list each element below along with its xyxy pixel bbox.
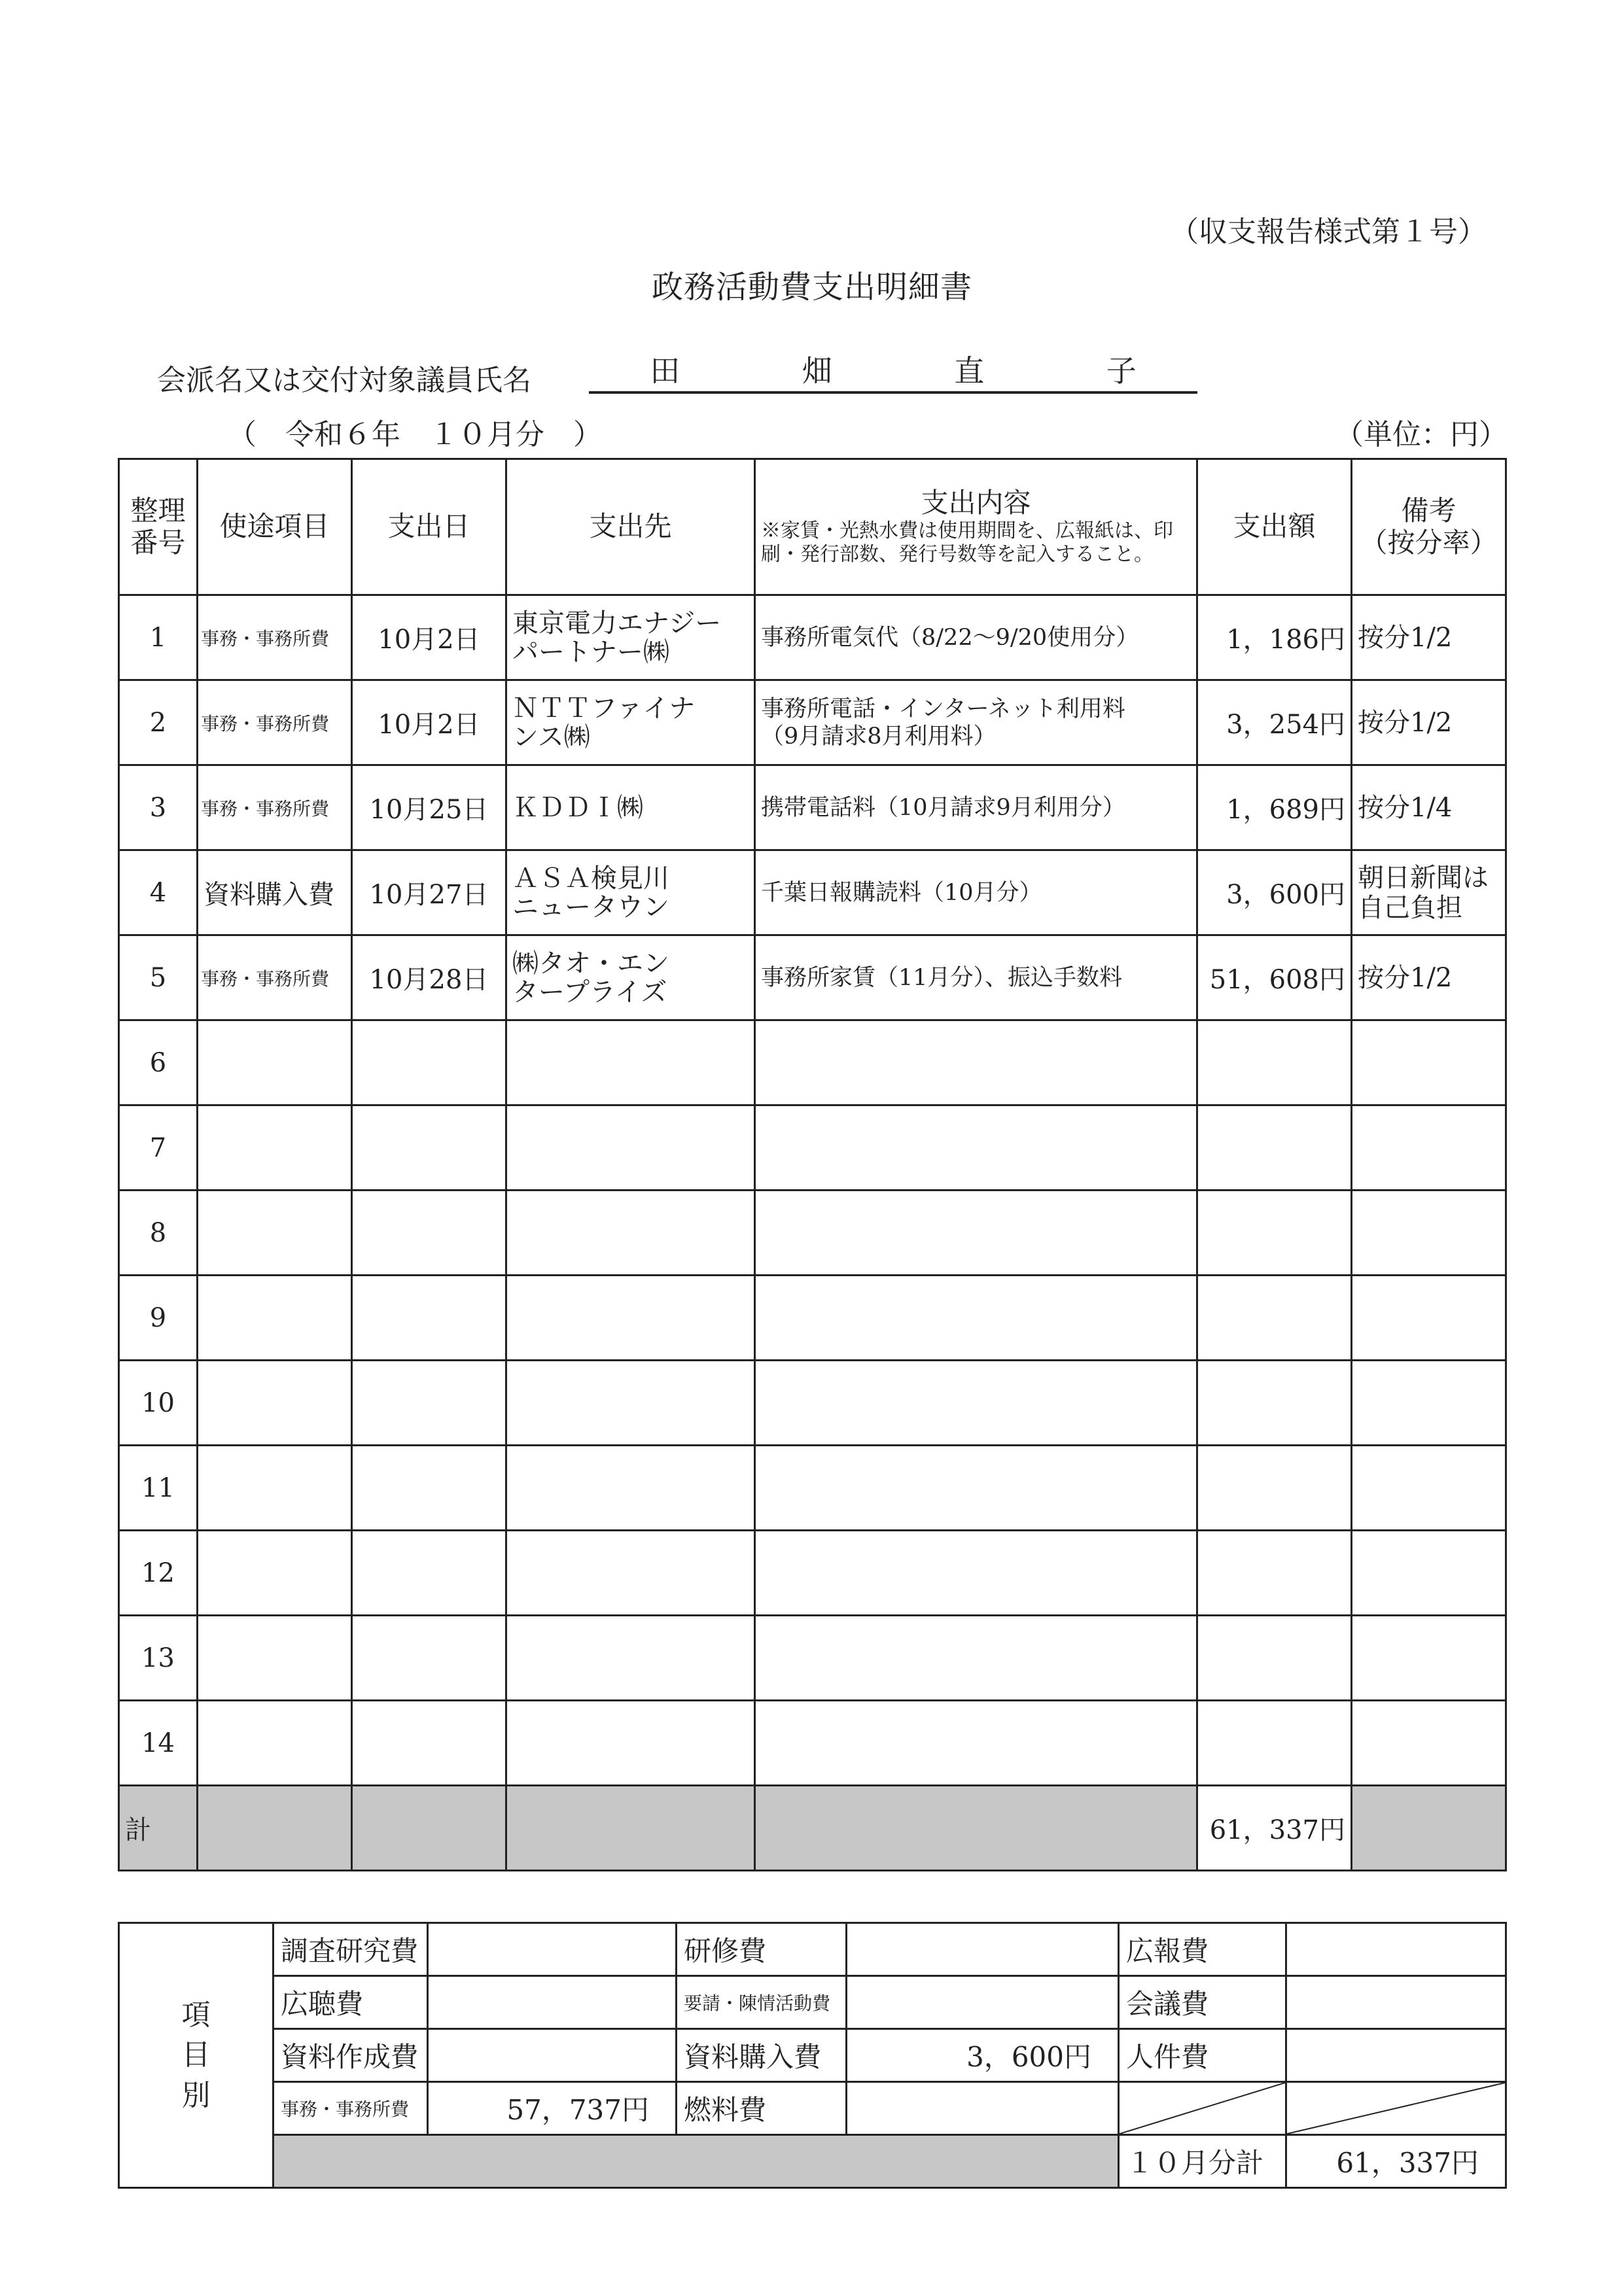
summary-amount: [847, 2082, 1119, 2135]
row-payee: ＡＳＡ検見川 ニュータウン: [506, 850, 755, 935]
shaded-cell: [198, 1786, 352, 1871]
row-note: [1352, 1105, 1506, 1191]
member-name-char: 直: [954, 353, 985, 389]
table-row: [119, 850, 1506, 935]
row-content: 事務所家賃（11月分）、振込手数料: [755, 935, 1197, 1020]
member-name-char: 畑: [802, 353, 832, 389]
row-payee: ＮＴＴファイナ ンス㈱: [506, 680, 755, 765]
total-amount: 61，337円: [1197, 1786, 1352, 1871]
row-amount: [1197, 1361, 1352, 1446]
shaded-cell: [352, 1786, 506, 1871]
table-row: [119, 765, 1506, 850]
row-content: 千葉日報購読料（10月分）: [755, 850, 1197, 935]
member-name-char: 田: [650, 353, 680, 389]
table-row: [119, 1446, 1506, 1531]
row-date: 10月2日: [352, 680, 506, 765]
row-date: [352, 1446, 506, 1531]
summary-amount: [1286, 1923, 1506, 1976]
row-number: 14: [119, 1701, 198, 1786]
summary-amount: [428, 1923, 677, 1976]
summary-label: 資料作成費: [274, 2029, 428, 2082]
row-content: [755, 1701, 1197, 1786]
summary-label: 要請・陳情活動費: [677, 1976, 847, 2029]
row-note: [1352, 1276, 1506, 1361]
summary-amount: [428, 1976, 677, 2029]
row-payee: [506, 1616, 755, 1701]
row-usage-item: 事務・事務所費: [198, 765, 352, 850]
row-note: [1352, 1191, 1506, 1276]
row-note: [1352, 1020, 1506, 1105]
total-label: 計: [119, 1786, 198, 1871]
summary-heading: 項 目 別: [119, 1923, 274, 2188]
row-payee: [506, 1191, 755, 1276]
row-payee: [506, 1105, 755, 1191]
member-name-char: 子: [1106, 353, 1137, 389]
row-content: [755, 1361, 1197, 1446]
row-payee: [506, 1446, 755, 1531]
row-note: 按分1/2: [1352, 935, 1506, 1020]
month-total-label: １０月分計: [1119, 2135, 1286, 2188]
row-date: [352, 1361, 506, 1446]
row-number: 1: [119, 595, 198, 680]
row-amount: 3，254円: [1197, 680, 1352, 765]
row-usage-item: [198, 1446, 352, 1531]
row-amount: [1197, 1020, 1352, 1105]
summary-label: 広聴費: [274, 1976, 428, 2029]
summary-amount: [1286, 1976, 1506, 2029]
row-number: 8: [119, 1191, 198, 1276]
row-content: 事務所電話・インターネット利用料 （9月請求8月利用料）: [755, 680, 1197, 765]
reporting-period: （ 令和６年 １０月分 ）: [228, 418, 602, 451]
row-amount: 3，600円: [1197, 850, 1352, 935]
row-number: 12: [119, 1531, 198, 1616]
row-amount: [1197, 1191, 1352, 1276]
table-row: [119, 1276, 1506, 1361]
row-number: 5: [119, 935, 198, 1020]
summary-amount: [428, 2029, 677, 2082]
row-payee: [506, 1020, 755, 1105]
member-name: [589, 347, 1197, 394]
table-row: [119, 1531, 1506, 1616]
document-title: 政務活動費支出明細書: [651, 269, 972, 305]
row-note: [1352, 1446, 1506, 1531]
row-date: [352, 1191, 506, 1276]
summary-label: 研修費: [677, 1923, 847, 1976]
row-date: 10月28日: [352, 935, 506, 1020]
row-date: 10月27日: [352, 850, 506, 935]
summary-amount: [847, 1976, 1119, 2029]
summary-label: 資料購入費: [677, 2029, 847, 2082]
expenditure-table: [118, 458, 1507, 1871]
summary-label: 事務・事務所費: [274, 2082, 428, 2135]
row-date: [352, 1020, 506, 1105]
row-number: 13: [119, 1616, 198, 1701]
row-number: 7: [119, 1105, 198, 1191]
row-date: [352, 1531, 506, 1616]
row-note: [1352, 1701, 1506, 1786]
row-usage-item: [198, 1701, 352, 1786]
header-amount: 支出額: [1197, 459, 1352, 595]
row-date: [352, 1105, 506, 1191]
summary-amount: 57，737円: [428, 2082, 677, 2135]
header-item: 使途項目: [198, 459, 352, 595]
summary-label: 燃料費: [677, 2082, 847, 2135]
row-note: [1352, 1616, 1506, 1701]
category-summary-table: [118, 1922, 1507, 2189]
table-row: [119, 935, 1506, 1020]
row-date: [352, 1616, 506, 1701]
row-number: 10: [119, 1361, 198, 1446]
summary-label: 調査研究費: [274, 1923, 428, 1976]
row-usage-item: [198, 1616, 352, 1701]
table-row: [119, 1191, 1506, 1276]
table-row: [119, 595, 1506, 680]
row-content: 事務所電気代（8/22～9/20使用分）: [755, 595, 1197, 680]
row-note: [1352, 1531, 1506, 1616]
row-number: 11: [119, 1446, 198, 1531]
row-date: 10月2日: [352, 595, 506, 680]
header-no: 整理 番号: [119, 459, 198, 595]
row-usage-item: 事務・事務所費: [198, 935, 352, 1020]
header-payee: 支出先: [506, 459, 755, 595]
shaded-cell: [274, 2135, 1119, 2188]
row-amount: [1197, 1616, 1352, 1701]
row-note: 按分1/2: [1352, 595, 1506, 680]
row-usage-item: [198, 1361, 352, 1446]
row-date: [352, 1701, 506, 1786]
row-note: 按分1/4: [1352, 765, 1506, 850]
row-number: 2: [119, 680, 198, 765]
table-row: [119, 1361, 1506, 1446]
summary-label: 人件費: [1119, 2029, 1286, 2082]
row-payee: 東京電力エナジー パートナー㈱: [506, 595, 755, 680]
row-payee: [506, 1276, 755, 1361]
member-name-label: 会派名又は交付対象議員氏名: [157, 364, 531, 397]
summary-amount: [1286, 2029, 1506, 2082]
header-date: 支出日: [352, 459, 506, 595]
row-amount: [1197, 1701, 1352, 1786]
row-date: [352, 1276, 506, 1361]
row-payee: ＫＤＤＩ㈱: [506, 765, 755, 850]
row-date: 10月25日: [352, 765, 506, 850]
row-content: [755, 1531, 1197, 1616]
table-row: [119, 680, 1506, 765]
row-note: [1352, 1361, 1506, 1446]
row-usage-item: [198, 1276, 352, 1361]
row-usage-item: [198, 1531, 352, 1616]
row-usage-item: 事務・事務所費: [198, 595, 352, 680]
diagonal-struck-cell: [1119, 2082, 1286, 2135]
summary-label: 広報費: [1119, 1923, 1286, 1976]
row-usage-item: 事務・事務所費: [198, 680, 352, 765]
row-content: [755, 1616, 1197, 1701]
table-row: [119, 1105, 1506, 1191]
row-content: [755, 1191, 1197, 1276]
row-number: 4: [119, 850, 198, 935]
shaded-cell: [755, 1786, 1197, 1871]
summary-amount: [847, 1923, 1119, 1976]
table-row: [119, 1020, 1506, 1105]
row-payee: ㈱タオ・エン タープライズ: [506, 935, 755, 1020]
header-content-note: ※家賃・光熱水費は使用期間を、広報紙は、印刷・発行部数、発行号数等を記入すること。: [761, 519, 1173, 566]
header-content: [755, 459, 1197, 595]
row-usage-item: [198, 1020, 352, 1105]
row-amount: 1，186円: [1197, 595, 1352, 680]
summary-label: 会議費: [1119, 1976, 1286, 2029]
row-note: 朝日新聞は 自己負担: [1352, 850, 1506, 935]
row-content: [755, 1105, 1197, 1191]
row-amount: 51，608円: [1197, 935, 1352, 1020]
row-number: 6: [119, 1020, 198, 1105]
row-note: 按分1/2: [1352, 680, 1506, 765]
row-content: [755, 1020, 1197, 1105]
form-number: （収支報告様式第１号）: [1170, 215, 1487, 249]
diagonal-struck-cell: [1286, 2082, 1506, 2135]
table-row: [119, 1701, 1506, 1786]
row-usage-item: 資料購入費: [198, 850, 352, 935]
shaded-cell: [506, 1786, 755, 1871]
row-usage-item: [198, 1191, 352, 1276]
row-amount: [1197, 1105, 1352, 1191]
row-amount: 1，689円: [1197, 765, 1352, 850]
row-number: 3: [119, 765, 198, 850]
row-payee: [506, 1361, 755, 1446]
table-row: [119, 1616, 1506, 1701]
row-amount: [1197, 1276, 1352, 1361]
header-content-title: 支出内容: [921, 487, 1031, 519]
row-number: 9: [119, 1276, 198, 1361]
header-note: 備考 （按分率）: [1352, 459, 1506, 595]
row-amount: [1197, 1531, 1352, 1616]
row-usage-item: [198, 1105, 352, 1191]
shaded-cell: [1352, 1786, 1506, 1871]
unit-label: （単位：円）: [1335, 418, 1508, 451]
row-amount: [1197, 1446, 1352, 1531]
row-content: 携帯電話料（10月請求9月利用分）: [755, 765, 1197, 850]
summary-amount: 3，600円: [847, 2029, 1119, 2082]
row-content: [755, 1276, 1197, 1361]
row-payee: [506, 1701, 755, 1786]
row-payee: [506, 1531, 755, 1616]
total-row: [119, 1786, 1506, 1871]
month-total-amount: 61，337円: [1286, 2135, 1506, 2188]
row-content: [755, 1446, 1197, 1531]
